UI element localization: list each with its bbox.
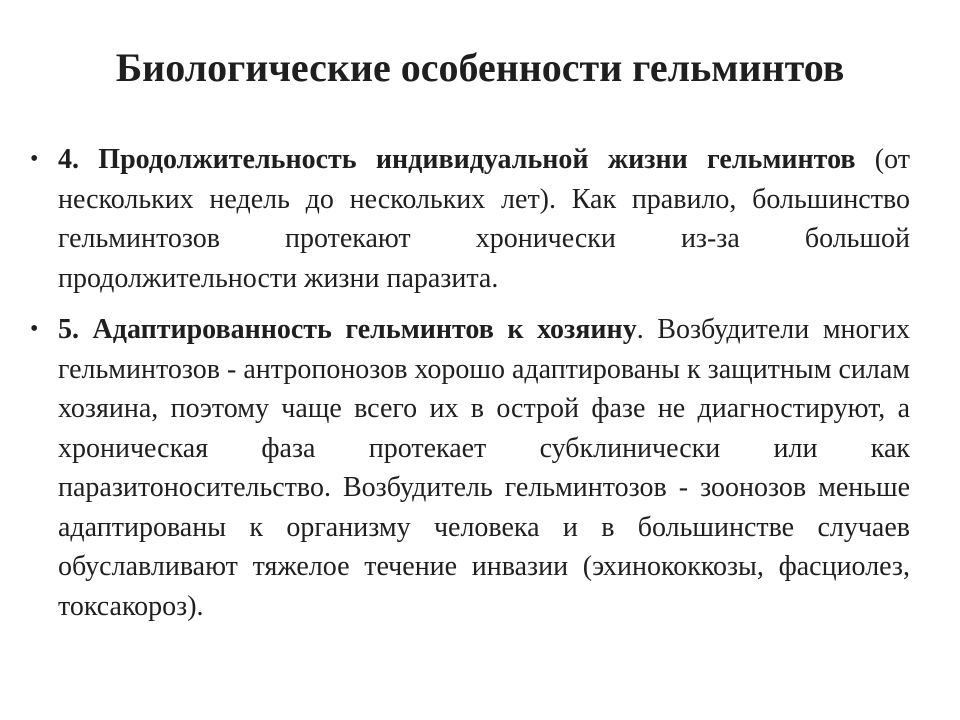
bullet-heading: 5. Адаптированность гельминтов к хозяину — [58, 314, 637, 345]
bullet-item-lifespan — [30, 140, 910, 298]
bullet-icon: • — [30, 146, 39, 172]
slide-title: Биологические особенности гельминтов — [115, 45, 845, 90]
bullet-item-adaptation — [30, 310, 910, 626]
bullet-text: . Возбудители многих гельминтозов - антропонозов хорошо адаптированы к защитным силам хозяина, поэтому чаще всего их в острой фазе не диагностируют, а хроническая фаза протекает субклинически или как паразитоносительство. Возбудитель гельминтозов - зоонозов меньше адаптированы к организму человека и в большинстве случаев обуславливают тяжелое течение инвазии (эхинококкозы, фасциолез, токсакороз). — [58, 314, 910, 622]
bullet-text: (от нескольких недель до нескольких лет). Как правило, большинство гельминтозов протекают хронически из-за большой продолжительности жизни паразита. — [58, 144, 910, 294]
bullet-icon: • — [30, 316, 39, 342]
bullet-list — [30, 140, 910, 638]
bullet-heading: 4. Продолжительность индивидуальной жизни гельминтов — [58, 144, 856, 175]
